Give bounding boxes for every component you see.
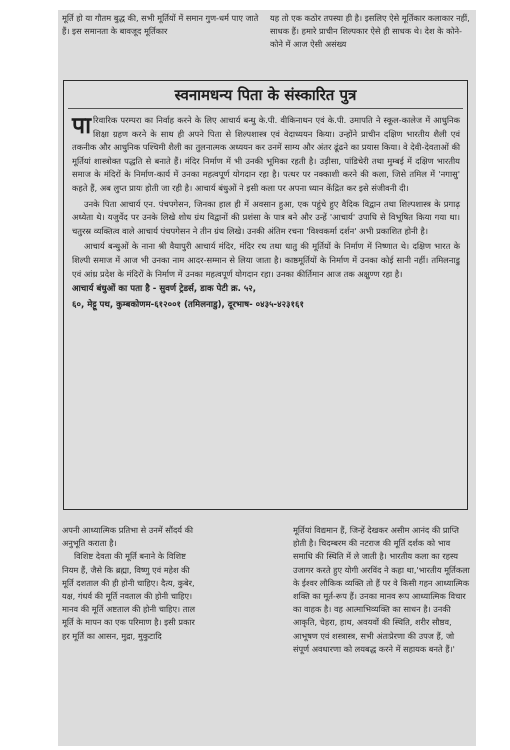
box-paragraph-3: आचार्य बन्धुओं के नाना श्री वैयापुरी आचार्य मंदिर, मंदिर रथ तथा धातु की मूर्तियों के निर्माण में निष्णात थे। दक्षिण भारत के शिल्पी समाज में आज भी उनका नाम आदर-सम्मान से लिया जाता है। काष्ठमूर्तियों के निर्माण में उनका कोई सानी नहीं। तमिलनाडु एवं आंध्र प्रदेश के मंदिरों के निर्माण में उनका महत्वपूर्ण योगदान रहा। उनका कीर्तिमान आज तक अक्षुण्ण रहा है। [72,241,460,279]
title-divider [68,108,463,109]
box-body [72,114,460,314]
drop-cap: पा [72,112,92,139]
bottom-left-paragraph-1: अपनी आध्यात्मिक प्रतिभा से उनमें सौंदर्य की अनुभूति कराता है। [62,525,194,549]
bottom-left-column [62,524,200,643]
box-title: स्वनामधन्य पिता के संस्कारित पुत्र [174,86,357,104]
box-paragraph-2: उनके पिता आचार्य एन. पंचपगेसन, जिनका हाल ही में अवसान हुआ, एक पहुंचे हुए वैदिक विद्वान तथा शिल्पशास्त्र के प्रगाढ़ अध्येता थे। यजुर्वेद पर उनके लिखे शोध ग्रंथ विद्वानों की प्रशंसा के पात्र बने और उन्हें 'आचार्य' उपाधि से विभूषित किया गया था। चतुरस्र व्यक्तित्व वाले आचार्य पंचपगेसन ने तीन ग्रंथ लिखे। उनकी अंतिम रचना 'विश्वकर्मा दर्शन' अभी प्रकाशित होनी है। [72,198,460,236]
top-left-text: मूर्ति हो या गौतम बुद्ध की, सभी मूर्तियों में समान गुण-धर्म पाए जाते हैं। इस समानता के बावजूद मूर्तिकार [62,13,259,37]
box-paragraph-1 [72,114,460,196]
top-left-column [62,12,260,38]
address-line-2: ६०, मेट्टू पथ, कुम्बकोणम-६१२००१ (तमिलनाडु), दूरभाष- ०४३५-४२३१६१ [72,299,304,310]
bottom-left-paragraph-2: विशिष्ट देवता की मूर्ति बनाने के विशिष्ट नियम हैं, जैसे कि ब्रह्मा, विष्णु एवं महेश की मूर्ति दशताल की ही होनी चाहिए। दैत्य, कुबेर, यक्ष, गंधर्व की मूर्ति नवताल की होनी चाहिए। मानव की मूर्ति अष्टताल की होनी चाहिए। ताल मूर्ति के मापन का एक परिमाण है। इसी प्रकार हर मूर्ति का आसन, मुद्रा, मुकुटादि [62,551,196,641]
bottom-right-paragraph-1: मूर्तियां विद्यमान हैं, जिन्हें देखकर असीम आनंद की प्राप्ति होती है। चिदम्बरम की नटराज की मूर्ति दर्शक को भाव समाधि की स्थिति में ले जाती है। भारतीय कला का रहस्य उजागर करते हुए योगी अरविंद ने कहा था,'भारतीय मूर्तिकला के ईश्वर लौकिक व्यक्ति तो हैं पर वे किसी गहन आध्यात्मिक शक्ति का मूर्त-रूप हैं। उनका मानव रूप आध्यात्मिक विचार का वाहक है। वह आत्माभिव्यक्ति का साधन है। उनकी आकृति, चेहरा, हाथ, अवयवों की स्थिति, शरीर सौष्ठव, आभूषण एवं शस्त्रास्त्र, सभी अंतःप्रेरणा की उपज हैं, जो संपूर्ण अवधारणा को लयबद्ध करने में सहायक बनते हैं।' [293,525,470,654]
top-right-column [270,12,470,52]
boxed-article [63,80,468,510]
address-line-1: आचार्य बंधुओं का पता है - सुवर्ण ट्रेडर्स, डाक पेटी क्र. ५२, [72,284,257,295]
box-paragraph-1-text: रिवारिक परम्परा का निर्वाह करने के लिए आचार्य बन्धु के.पी. वीकिनाथन एवं के.पी. उमापति ने स्कूल-कालेज में आधुनिक शिक्षा ग्रहण करने के साथ ही अपने पिता से शिल्पशास्त्र एवं वेदाध्ययन किया। उन्होंने प्राचीन दक्षिण भारतीय शैली एवं तकनीक और आधुनिक पश्चिमी शैली का तुलनात्मक अध्ययन कर उनमें साम्य और अंतर ढूंढने का प्रयास किया। वे देवी-देवताओं की मूर्तियां शास्त्रोक्त पद्धति से बनाते हैं। मंदिर निर्माण में भी उनकी भूमिका रहती है। उड़ीसा, पांडिचेरी तथा मुम्बई में दक्षिण भारतीय समाज के मंदिरों के निर्माण-कार्य में उनका महत्वपूर्ण योगदान रहा है। पत्थर पर नक्काशी करने की कला, जिसे तमिल में 'नगासु' कहते हैं, अब लुप्त प्रायः होती जा रही है। आचार्य बंधुओं ने इसी कला पर अपना ध्यान केंद्रित कर इसे संजीवनी दी। [72,115,460,193]
newspaper-clipping [58,10,476,746]
bottom-right-column [293,524,471,656]
top-right-text: यह तो एक कठोर तपस्या ही है। इसलिए ऐसे मूर्तिकार कलाकार नहीं, साधक हैं। हमारे प्राचीन शिल्पकार ऐसे ही साधक थे। देश के कोने-कोने में आज ऐसी असंख्य [270,13,470,50]
